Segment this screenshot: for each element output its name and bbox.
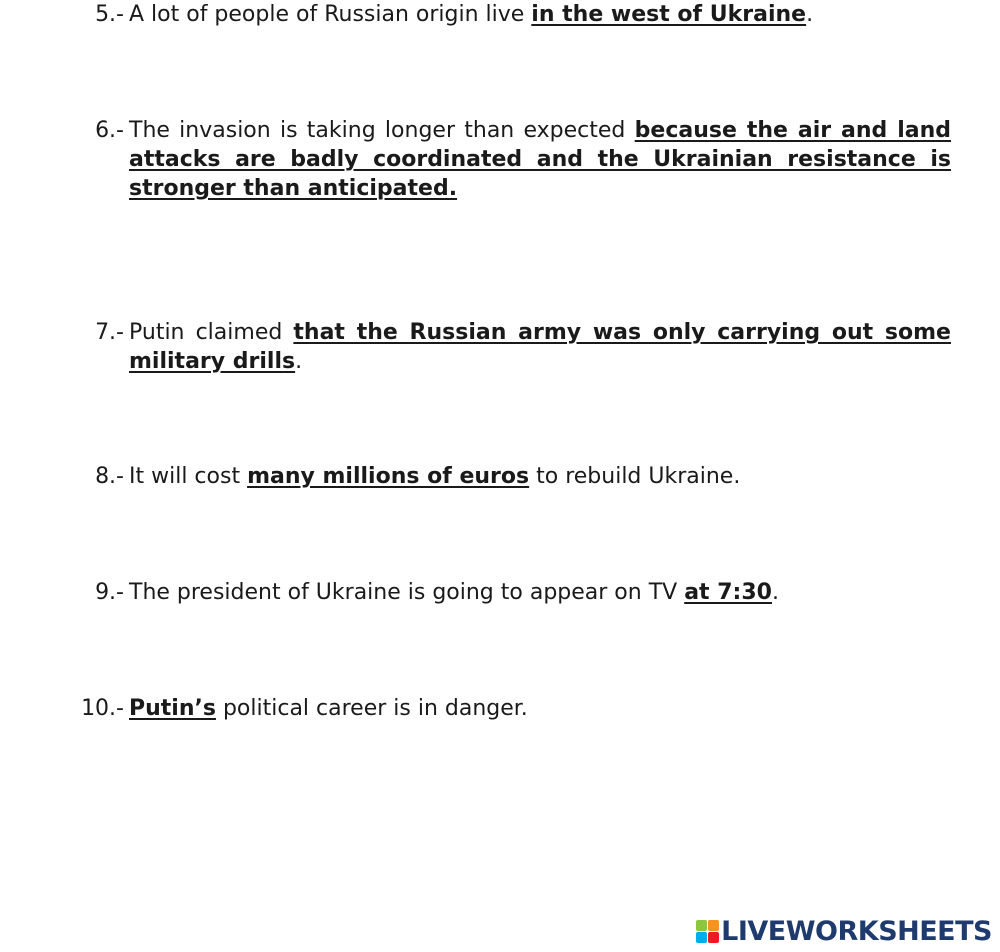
question-suffix: . [295,349,303,374]
question-prefix: Putin claimed [129,320,294,345]
question-prefix: It will cost [129,464,248,489]
question-suffix: to rebuild Ukraine. [529,464,741,489]
answer-text: Putin’s [129,696,216,721]
logo-square-green [696,920,707,931]
answer-text: at 7:30 [684,580,772,605]
question-text [129,578,951,607]
answer-text: that the Russian army was only carrying out some military drills [129,320,951,374]
logo-square-blue [696,932,707,943]
question-prefix: The invasion is taking longer than expected [129,118,635,143]
question-text [129,0,951,29]
question-number: 8.- [95,464,124,489]
logo-text: LIVEWORKSHEETS [721,915,992,947]
logo-mark-icon [696,920,719,943]
question-number: 10.- [81,696,124,721]
answer-text: many millions of euros [247,464,530,489]
logo-square-orange [708,920,719,931]
logo-square-red [708,932,719,943]
question-text [129,462,951,491]
question-number: 6.- [95,118,124,143]
question-number: 5.- [95,2,124,27]
question-prefix: A lot of people of Russian origin live [129,2,532,27]
question-text [129,318,951,376]
question-prefix: The president of Ukraine is going to appear on TV [129,580,685,605]
question-suffix: political career is in danger. [215,696,528,721]
question-suffix: . [771,580,779,605]
liveworksheets-logo[interactable] [696,913,992,949]
question-number: 7.- [95,320,124,345]
question-suffix: . [806,2,814,27]
answer-text: because the air and land attacks are badly coordinated and the Ukrainian resistance is stronger than anticipated. [129,118,951,201]
question-text [129,116,951,203]
question-number: 9.- [95,580,124,605]
question-text [129,694,951,723]
answer-text: in the west of Ukraine [531,2,807,27]
